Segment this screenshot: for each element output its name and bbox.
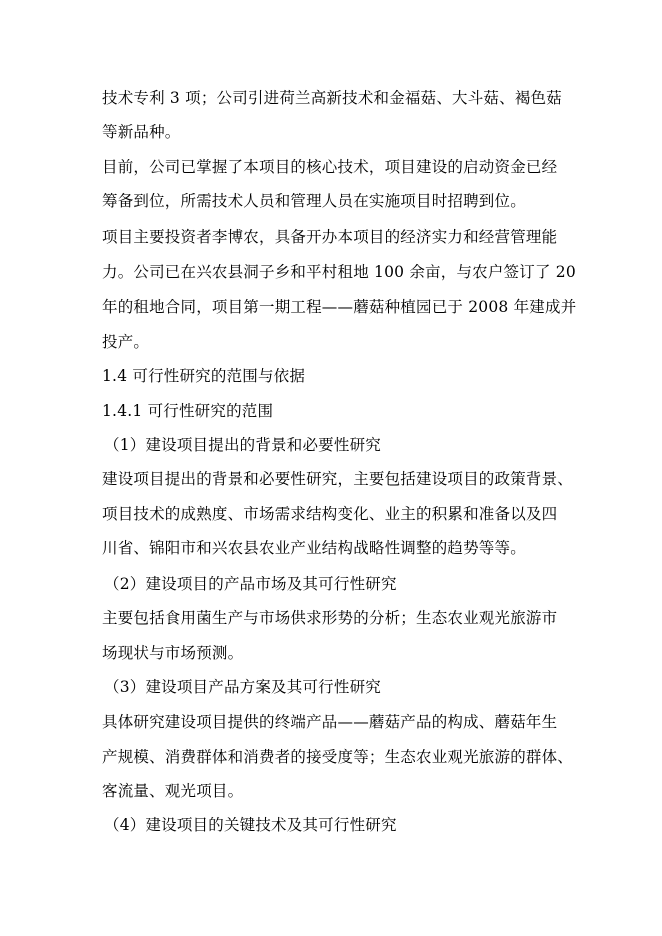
text-line: 具体研究建设项目提供的终端产品——蘑菇产品的构成、蘑菇年生: [102, 713, 558, 731]
item-heading: （1）建设项目提出的背景和必要性研究: [104, 436, 381, 454]
item-heading: （4）建设项目的关键技术及其可行性研究: [104, 816, 397, 834]
text-line: 力。公司已在兴农县洞子乡和平村租地 100 余亩，与农户签订了 20: [102, 263, 576, 281]
text-line: 项目技术的成熟度、市场需求结构变化、业主的积累和准备以及四: [102, 505, 558, 523]
text-line: 项目主要投资者李博农，具备开办本项目的经济实力和经营管理能: [102, 228, 558, 246]
text-line: 建设项目提出的背景和必要性研究，主要包括建设项目的政策背景、: [102, 470, 574, 488]
item-heading: （2）建设项目的产品市场及其可行性研究: [104, 575, 397, 593]
text-line: 年的租地合同，项目第一期工程——蘑菇种植园已于 2008 年建成并: [102, 298, 577, 316]
section-heading: 1.4 可行性研究的范围与依据: [102, 367, 306, 385]
text-line: 等新品种。: [102, 123, 181, 141]
text-line: 场现状与市场预测。: [102, 644, 244, 662]
text-line: 技术专利 3 项；公司引进荷兰高新技术和金福菇、大斗菇、褐色菇: [102, 89, 562, 107]
text-line: 筹备到位，所需技术人员和管理人员在实施项目时招聘到位。: [102, 192, 526, 210]
subsection-heading: 1.4.1 可行性研究的范围: [102, 402, 274, 420]
text-line: 目前，公司已掌握了本项目的核心技术，项目建设的启动资金已经: [102, 158, 558, 176]
text-line: 产规模、消费群体和消费者的接受度等；生态农业观光旅游的群体、: [102, 748, 574, 766]
item-heading: （3）建设项目产品方案及其可行性研究: [104, 678, 381, 696]
text-line: 主要包括食用菌生产与市场供求形势的分析；生态农业观光旅游市: [102, 609, 558, 627]
text-line: 投产。: [102, 333, 150, 351]
text-line: 客流量、观光项目。: [102, 782, 244, 800]
text-line: 川省、锦阳市和兴农县农业产业结构战略性调整的趋势等等。: [102, 539, 526, 557]
